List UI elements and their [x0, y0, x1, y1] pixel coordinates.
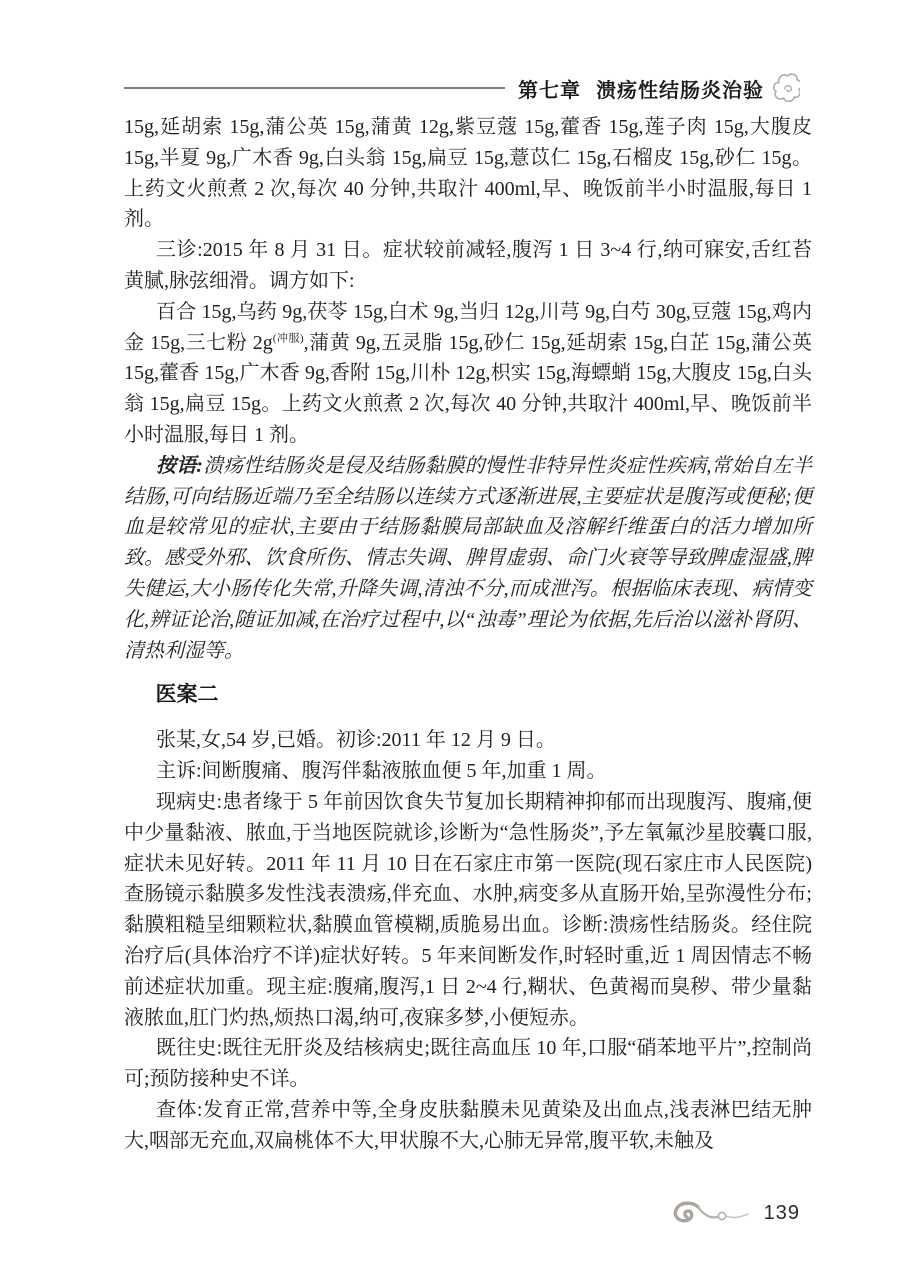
- chapter-label: 第七章: [518, 79, 581, 102]
- superscript-note: (冲服): [272, 331, 304, 344]
- auspicious-cloud-icon: [773, 73, 800, 104]
- article-body: [124, 112, 812, 1157]
- chapter-title: 溃疡性结肠炎治验: [596, 79, 764, 102]
- body-paragraph: 既往史:既往无肝炎及结核病史;既往高血压 10 年,口服“硝苯地平片”,控制尚可;预防接种史不详。: [124, 1037, 812, 1091]
- page-footer: [124, 1198, 800, 1228]
- body-paragraph: 15g,延胡索 15g,蒲公英 15g,蒲黄 12g,紫豆蔻 15g,藿香 15g,莲子肉 15g,大腹皮 15g,半夏 9g,广木香 9g,白头翁 15g,扁豆 15g,薏苡仁 15g,石榴皮 15g,砂仁 15g。上药文火煎煮 2 次,每次 40 分钟,共取汁 400ml,早、晚饭前半小时温服,每日 1 剂。: [124, 116, 812, 231]
- page-number: 139: [763, 1201, 800, 1224]
- annotation-paragraph: 按语:溃疡性结肠炎是侵及结肠黏膜的慢性非特异性炎症性疾病,常始自左半结肠,可向结肠近端乃至全结肠以连续方式逐渐进展,主要症状是腹泻或便秘;便血是较常见的症状,主要由于结肠黏膜局部缺血及溶解纤维蛋白的活力增加所致。感受外邪、饮食所伤、情志失调、脾胃虚弱、命门火衰等导致脾虚湿盛,脾失健运,大小肠传化失常,升降失调,清浊不分,而成泄泻。根据临床表现、病情变化,辨证论治,随证加减,在治疗过程中,以“浊毒”理论为依据,先后治以滋补肾阴、清热利湿等。: [124, 454, 813, 662]
- body-paragraph: 现病史:患者缘于 5 年前因饮食失节复加长期精神抑郁而出现腹泻、腹痛,便中少量黏液、脓血,于当地医院就诊,诊断为“急性肠炎”,予左氧氟沙星胶囊口服,症状未见好转。2011 年 11 月 10 日在石家庄市第一医院(现石家庄市人民医院)查肠镜示黏膜多发性浅表溃疡,伴充血、水肿,病变多从直肠开始,呈弥漫性分布;黏膜粗糙呈细颗粒状,黏膜血管模糊,质脆易出血。诊断:溃疡性结肠炎。经住院治疗后(具体治疗不详)症状好转。5 年来间断发作,时轻时重,近 1 周因情志不畅前述症状加重。现主症:腹痛,腹泻,1 日 2~4 行,糊状、色黄褐而臭秽、带少量黏液脓血,肛门灼热,烦热口渴,纳可,夜寐多梦,小便短赤。: [124, 790, 812, 1029]
- header-rule: [124, 87, 505, 89]
- case-heading: 医案二: [155, 683, 219, 707]
- body-paragraph: 百合 15g,乌药 9g,茯苓 15g,白术 9g,当归 12g,川芎 9g,白芍 30g,豆蔻 15g,鸡内金 15g,三七粉 $2g^{(冲服)}$,蒲黄 9g,五灵脂 15g,砂仁 15g,延胡索 15g,白芷 15g,蒲公英 15g,藿香 15g,广木香 9g,香附 15g,川朴 12g,枳实 15g,海螵蛸 15g,大腹皮 15g,白头翁 15g,扁豆 15g。上药文火煎煮 2 次,每次 40 分钟,共取汁 400ml,早、晚饭前半小时温服,每日 1 剂。: [124, 300, 813, 446]
- body-paragraph: 查体:发育正常,营养中等,全身皮肤黏膜未见黄染及出血点,浅表淋巴结无肿大,咽部无充血,双扁桃体不大,甲状腺不大,心肺无异常,腹平软,未触及: [124, 1098, 812, 1152]
- body-paragraph: 张某,女,54 岁,已婚。初诊:2011 年 12 月 9 日。: [156, 729, 556, 752]
- annotation-lead: 按语:: [156, 454, 203, 477]
- body-paragraph: 主诉:间断腹痛、腹泻伴黏液脓血便 5 年,加重 1 周。: [156, 760, 607, 783]
- page-header: [124, 72, 800, 104]
- cloud-flourish-icon: [670, 1200, 752, 1226]
- body-paragraph: 三诊:2015 年 8 月 31 日。症状较前减轻,腹泻 1 日 3~4 行,纳可寐安,舌红苔黄腻,脉弦细滑。调方如下:: [124, 239, 812, 292]
